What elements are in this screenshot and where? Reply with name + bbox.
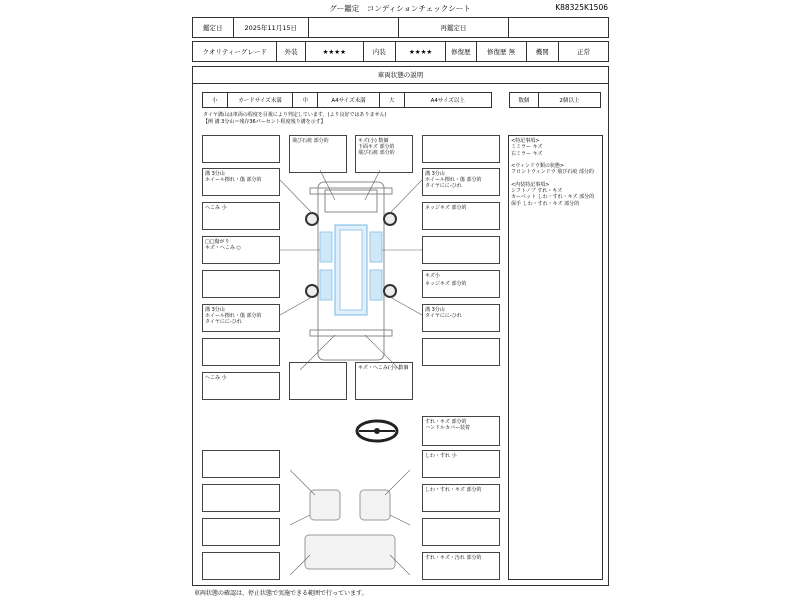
right-scratch-head: キズ小 bbox=[425, 273, 440, 279]
left-dent-note: へこみ 小 bbox=[205, 205, 227, 211]
right-rear-tire-note: 溝 3分山 タイヤにに-ひれ bbox=[425, 307, 462, 319]
damage-box bbox=[202, 168, 280, 196]
appraisal-date-row bbox=[192, 17, 609, 38]
count-label: 数個 bbox=[510, 93, 539, 107]
damage-box bbox=[202, 270, 280, 298]
engine-value: 正常 bbox=[576, 48, 590, 56]
sheet-title: グー鑑定 コンディションチェックシート bbox=[329, 4, 471, 13]
size-small: 小 bbox=[203, 93, 228, 107]
section-title: 車両状態の説明 bbox=[192, 66, 609, 84]
damage-box bbox=[289, 135, 347, 173]
damage-box bbox=[202, 135, 280, 163]
size-small-desc: カードサイズ未満 bbox=[228, 93, 294, 107]
left-rear-tire-note: 溝 3分山 ホイール擦れ・傷 部分的 タイヤにに-ひれ bbox=[205, 307, 262, 325]
engine-label: 機関 bbox=[527, 42, 559, 61]
damage-box bbox=[422, 304, 500, 332]
damage-box bbox=[422, 416, 500, 446]
count-desc: 2個以上 bbox=[559, 98, 580, 104]
quality-grade-label: クオリティーグレード bbox=[193, 42, 277, 61]
damage-box bbox=[422, 236, 500, 264]
damage-box bbox=[422, 202, 500, 230]
size-medium-desc: A4サイズ未満 bbox=[318, 93, 380, 107]
right-front-tire-note: 溝 3分山 ホイール擦れ・傷 部分的 タイヤにに-ひれ bbox=[425, 171, 482, 189]
reappraisal-date-label: 再鑑定日 bbox=[399, 18, 509, 37]
rear-center-note: キズ・へこみ(小) 数個 bbox=[358, 365, 409, 371]
size-legend bbox=[202, 92, 492, 108]
repair-history-value: 修復歴 無 bbox=[477, 42, 527, 61]
steering-note: すれ・キズ 部分的 ハンドルカバー装着 bbox=[425, 419, 471, 431]
special-notes: <特記事項> ミミラー キズ 右ミラー キズ <ウィンドウ類の状態> フロントウィンドウ 飛び石痕 部分的 <内装特記事項> シフトノブ すれ・キズ カーペット しわ・すれ・キズ 部分的 保手 しわ・すれ・キズ 部分的 bbox=[508, 135, 603, 580]
damage-box bbox=[422, 484, 500, 512]
exterior-stars: ★★★★ bbox=[306, 42, 364, 61]
damage-box bbox=[202, 552, 280, 580]
damage-box bbox=[202, 372, 280, 400]
count-legend bbox=[509, 92, 601, 108]
damage-box bbox=[355, 135, 413, 173]
size-large: 大 bbox=[380, 93, 405, 107]
damage-box bbox=[202, 518, 280, 546]
damage-box bbox=[202, 304, 280, 332]
quality-grade-row bbox=[192, 41, 609, 62]
right-scratch-note: ネッジキズ 部分的 bbox=[425, 205, 467, 211]
interior-seat-diagram bbox=[290, 465, 410, 583]
interior-stars: ★★★★ bbox=[396, 42, 446, 61]
damage-box bbox=[422, 552, 500, 580]
repair-history-label: 修復歴 bbox=[446, 42, 476, 61]
footer-note: 車両状態の確認は、停止状態で実施できる範囲で行っています。 bbox=[194, 590, 368, 597]
steering-wheel-icon bbox=[355, 418, 399, 444]
damage-box bbox=[202, 236, 280, 264]
damage-box bbox=[202, 202, 280, 230]
appraisal-date-value: 2025年11月15日 bbox=[234, 18, 309, 37]
right-scratch2-note: ネッジキズ 部分的 bbox=[425, 281, 467, 287]
damage-box bbox=[202, 450, 280, 478]
document-id: K88325K1506 bbox=[555, 3, 608, 12]
appraisal-date-label: 鑑定日 bbox=[193, 18, 234, 37]
seat-note-1: しわ・すれ 小 bbox=[425, 453, 457, 459]
damage-box bbox=[422, 135, 500, 163]
reappraisal-date-value bbox=[509, 18, 608, 37]
seat-note-3: すれ・キズ・汚れ 部分的 bbox=[425, 555, 482, 561]
damage-box bbox=[202, 338, 280, 366]
front-center-note: キズ(小) 数個 下面キズ 部分的 飛び石痕 部分的 bbox=[358, 138, 395, 156]
tire-note-example: 【例 溝 3分山＝残存36パーセント程度残り溝を示す】 bbox=[203, 119, 326, 125]
front-left-note: 飛び石痕 部分的 bbox=[292, 138, 329, 144]
rear-left-dent-note: へこみ 小 bbox=[205, 375, 227, 381]
size-medium: 中 bbox=[293, 93, 318, 107]
damage-box bbox=[202, 484, 280, 512]
size-large-desc: A4サイズ以上 bbox=[430, 98, 465, 104]
interior-label: 内装 bbox=[364, 42, 396, 61]
exterior-label: 外装 bbox=[277, 42, 305, 61]
damage-box bbox=[422, 338, 500, 366]
tire-note: タイヤ溝山は車両の程度を目視により判定しています。(より良好ではありません) bbox=[203, 112, 387, 118]
damage-box bbox=[422, 270, 500, 298]
seat-note-2: しわ・すれ・キズ 部分的 bbox=[425, 487, 482, 493]
damage-box bbox=[422, 168, 500, 196]
left-scratch-note: □□傷がり キズ・へこみ ○ bbox=[205, 239, 241, 251]
damage-box bbox=[422, 518, 500, 546]
blank-cell bbox=[309, 18, 399, 37]
car-top-view-diagram bbox=[280, 170, 422, 370]
damage-box bbox=[422, 450, 500, 478]
left-front-tire-note: 溝 3分山 ホイール擦れ・傷 部分的 bbox=[205, 171, 262, 183]
